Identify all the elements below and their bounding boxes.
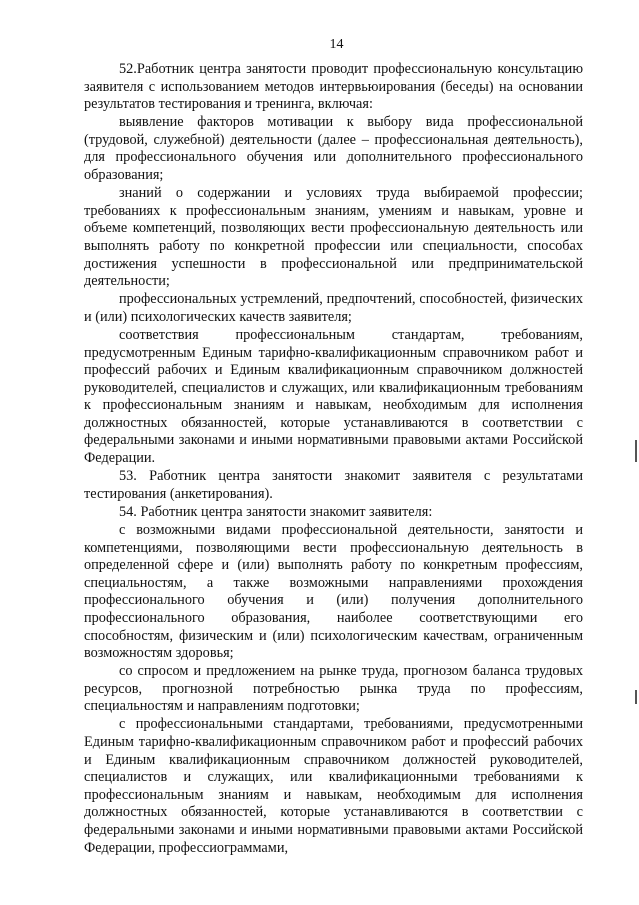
scan-edge-mark (635, 690, 637, 704)
paragraph-motivation-factors: выявление факторов мотивации к выбору вида профессиональной (трудовой, служебной) деятельности (далее – профессиональная деятельность), для профессионального обучения или дополнительного профессионального образования; (84, 114, 583, 184)
paragraph-54: 54. Работник центра занятости знакомит заявителя: (119, 503, 433, 520)
paragraph-53: 53. Работник центра занятости знакомит заявителя с результатами тестирования (анкетирования). (84, 468, 583, 502)
paragraph-aspirations: профессиональных устремлений, предпочтений, способностей, физических и (или) психологических качеств заявителя; (84, 291, 583, 325)
paragraph-labor-market: со спросом и предложением на рынке труда, прогнозом баланса трудовых ресурсов, прогнозной потребностью рынка труда по профессиям, специальностям и направлениям подготовки; (84, 663, 583, 715)
paragraph-compliance: соответствия профессиональным стандартам, требованиям, предусмотренным Единым тарифно-квалификационным справочником работ и профессий рабочих и Единым квалификационным справочником должностей руководителей, специалистов и служащих, или квалификационным требованиям к профессиональным знаниям и навыкам, необходимым для исполнения должностных обязанностей, которые устанавливаются в соответствии с федеральными законами и иными нормативными правовыми актами Российской Федерации. (84, 326, 583, 467)
scan-edge-mark (635, 440, 637, 462)
paragraph-knowledge: знаний о содержании и условиях труда выбираемой профессии; требованиях к профессиональным знаниям, умениям и навыкам, уровне и объеме компетенций, позволяющих вести профессиональную деятельность или выполнять работу по конкретной профессии или специальности, способах достижения успешности в профессиональной или предпринимательской деятельности; (84, 185, 583, 290)
paragraph-possible-activities: с возможными видами профессиональной деятельности, занятости и компетенциями, позволяющими вести профессиональную деятельность в определенной сфере и (или) выполнять работу по конкретным профессиям, специальностям, а также возможными направлениями прохождения профессионального обучения и (или) получения дополнительного профессионального образования, наиболее соответствующими его способностям, физическим и (или) психологическим качествам, ограниченным возможностям здоровья; (84, 521, 583, 662)
paragraph-professional-standards: с профессиональными стандартами, требованиями, предусмотренными Единым тарифно-квалификационным справочником работ и профессий рабочих и Единым квалификационным справочником должностей руководителей, специалистов и служащих, или квалификационными требованиями к профессиональным знаниям и навыкам, необходимым для исполнения должностных обязанностей, которые устанавливаются в соответствии с федеральными законами и иными нормативными правовыми актами Российской Федерации, профессиограммами, (84, 716, 583, 856)
document-body (84, 61, 583, 857)
paragraph-52: 52.Работник центра занятости проводит профессиональную консультацию заявителя с использованием методов интервьюирования (беседы) на основании результатов тестирования и тренинга, включая: (84, 61, 583, 113)
page-number: 14 (329, 37, 344, 52)
